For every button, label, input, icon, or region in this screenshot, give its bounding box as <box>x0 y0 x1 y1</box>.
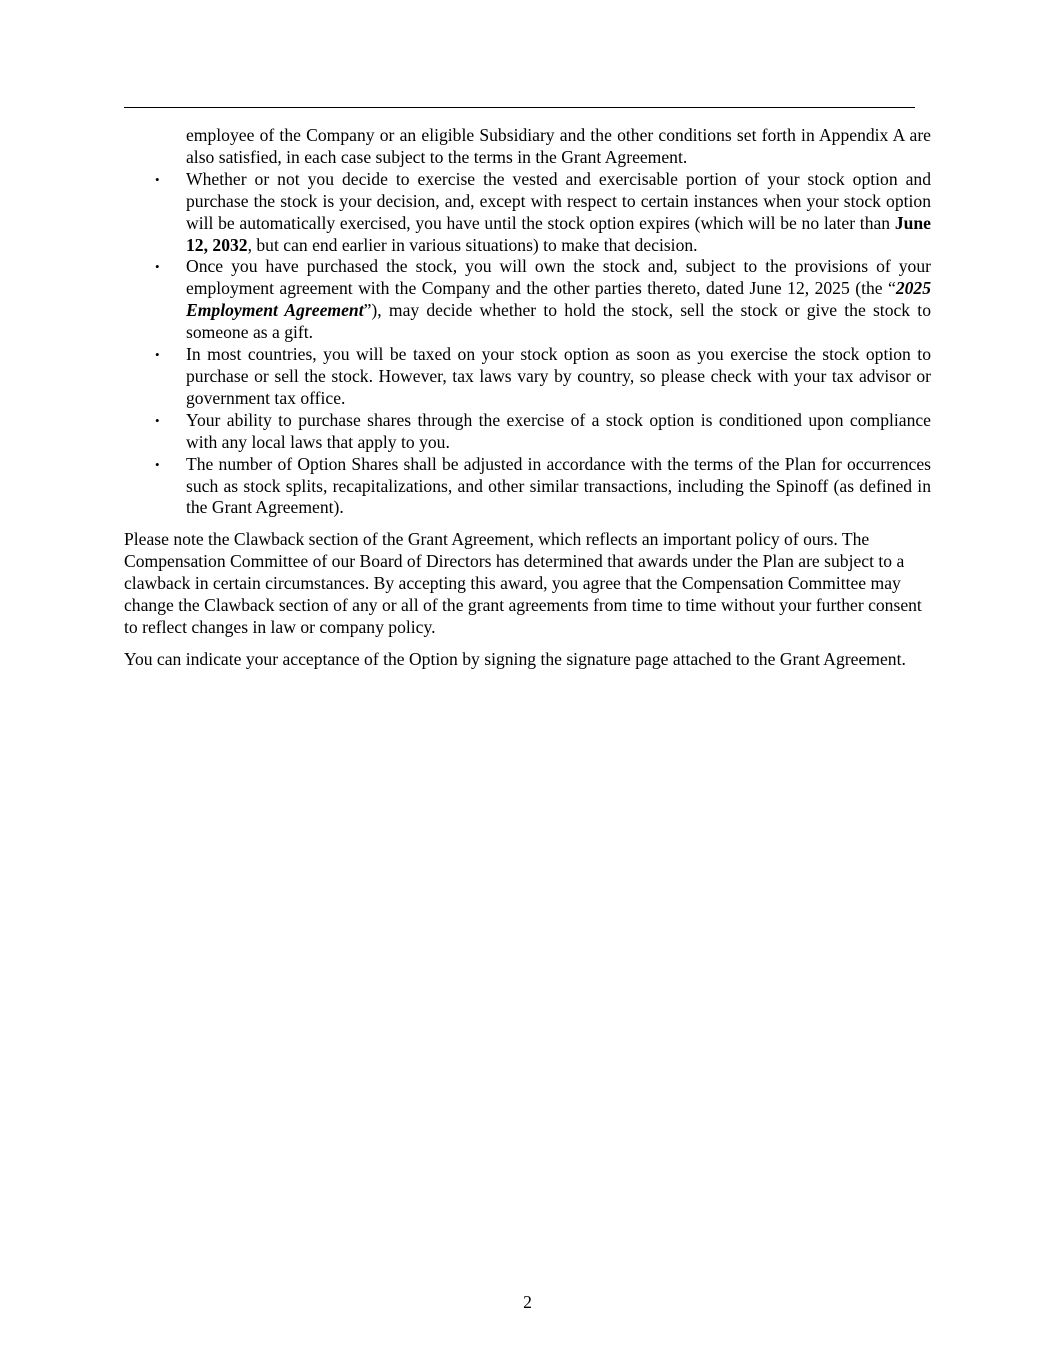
header-rule <box>124 107 915 108</box>
acceptance-paragraph: You can indicate your acceptance of the Option by signing the signature page attached to the Grant Agreement. <box>124 648 906 669</box>
continued-bullet-text: employee of the Company or an eligible Subsidiary and the other conditions set forth in Appendix A are also satisfied, in each case subject to the terms in the Grant Agreement. <box>186 125 931 167</box>
list-item: • In most countries, you will be taxed on your stock option as soon as you exercise the stock option to purchase or sell the stock. However, tax laws vary by country, so please check with your tax advisor or government tax office. <box>155 344 931 408</box>
list-item: • Whether or not you decide to exercise the vested and exercisable portion of your stock option and purchase the stock is your decision, and, except with respect to certain instances when your stock option will be automatically exercised, you have until the stock option expires (which will be no later than June 12, 2032, but can end earlier in various situations) to make that decision. <box>155 168 931 255</box>
bullet-icon: • <box>155 456 160 472</box>
bullet-icon: • <box>155 347 160 363</box>
expiration-date: June 12, 2032 <box>186 212 931 255</box>
bullet-list <box>124 169 931 520</box>
bullet-icon: • <box>155 171 160 187</box>
list-item: • The number of Option Shares shall be adjusted in accordance with the terms of the Plan for occurrences such as stock splits, recapitalizations, and other similar transactions, including the Spinoff (as defined in the Grant Agreement). <box>155 453 931 518</box>
list-item: • Once you have purchased the stock, you will own the stock and, subject to the provisions of your employment agreement with the Company and the other parties thereto, dated June 12, 2025 (the “2025 Employment Agreement”), may decide whether to hold the stock, sell the stock or give the stock to someone as a gift. <box>155 256 931 343</box>
bullet-icon: • <box>155 259 160 275</box>
page-number: 2 <box>523 1292 532 1312</box>
bullet-icon: • <box>155 412 160 428</box>
document-body <box>124 125 931 671</box>
defined-term: 2025 Employment Agreement <box>186 278 931 321</box>
list-item: • Your ability to purchase shares through the exercise of a stock option is conditioned upon compliance with any local laws that apply to you. <box>155 409 931 452</box>
clawback-paragraph: Please note the Clawback section of the Grant Agreement, which reflects an important policy of ours. The Compensation Committee of our Board of Directors has determined that awards under the Plan are subject to a clawback in certain circumstances. By accepting this award, you agree that the Compensation Committee may change the Clawback section of any or all of the grant agreements from time to time without your further consent to reflect changes in law or company policy. <box>124 529 922 637</box>
